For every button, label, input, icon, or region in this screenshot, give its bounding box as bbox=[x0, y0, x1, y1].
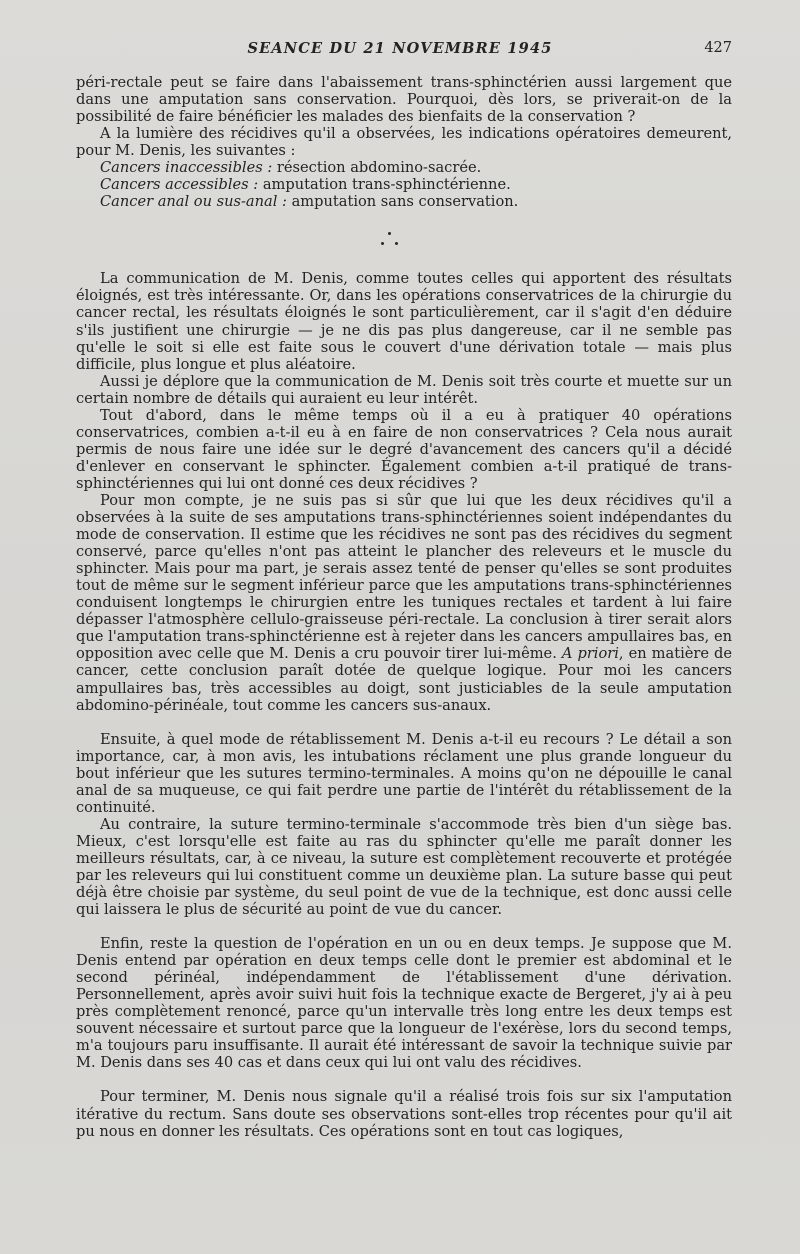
indication-value: résection abdomino-sacrée. bbox=[272, 159, 482, 177]
indication-item bbox=[76, 193, 732, 210]
text-run: Pour mon compte, je ne suis pas si sûr que lui que les deux récidives qu'il a observées à la suite de ses amputations trans-sphinctériennes soient indépendantes du mode de conservation. Il estime que les récidives ne sont pas des récidives du segment conservé, parce qu'elles n'ont pas atteint le plancher des releveurs et le muscle du sphincter. Mais pour ma part, je serais assez tenté de penser qu'elles se sont produites tout de même sur le segment inférieur parce que les amputations trans-sphinctériennes conduisent longtemps le chirurgien entre les tuniques rectales et tardent à lui faire dépasser l'atmosphère cellulo-graisseuse péri-rectale. La conclusion à tirer serait alors que l'amputation trans-sphinctérienne est à rejeter dans les cancers ampullaires bas, en opposition avec celle que M. Denis a cru pouvoir tirer lui-même. bbox=[76, 491, 732, 663]
paragraph: Aussi je déplore que la communication de M. Denis soit très courte et muette sur un certain nombre de détails qui auraient eu leur intérêt. bbox=[76, 372, 732, 407]
indication-value: amputation sans conservation. bbox=[286, 193, 519, 211]
indication-item bbox=[76, 176, 732, 193]
indication-value: amputation trans-sphinctérienne. bbox=[258, 176, 511, 194]
paragraph: Ensuite, à quel mode de rétablissement M. Denis a-t-il eu recours ? Le détail a son importance, car, à mon avis, les intubations réclament une plus grande longueur du bout inférieur que les sutures termino-terminales. A moins qu'on ne dépouille le canal anal de sa muqueuse, ce qui fait perdre une partie de l'intérêt du rétablissement de la continuité. bbox=[76, 730, 732, 816]
paragraph: Pour terminer, M. Denis nous signale qu'il a réalisé trois fois sur six l'amputation itérative du rectum. Sans doute ses observations sont-elles trop récentes pour qu'il ait pu nous en donner les résultats. Ces opérations sont en tout cas logiques, bbox=[76, 1088, 732, 1140]
paragraph: A la lumière des récidives qu'il a observées, les indications opératoires demeurent, pour M. Denis, les suivantes : bbox=[76, 125, 732, 160]
paragraph: Enfin, reste la question de l'opération en un ou en deux temps. Je suppose que M. Denis entend par opération en deux temps celle dont le premier est abdominal et le second périnéal, indépendamment de l'établissement d'une dérivation. Personnellement, après avoir suivi huit fois la technique exacte de Bergeret, j'y ai à peu près complètement renoncé, parce qu'un intervalle très long entre les deux temps est souvent nécessaire et surtout parce que la longueur de l'exérèse, lors du second temps, m'a toujours paru insuffisante. Il aurait été intéressant de savoir la technique suivie par M. Denis dans ses 40 cas et dans ceux qui lui ont valu des récidives. bbox=[76, 935, 732, 1072]
indication-item bbox=[76, 159, 732, 176]
running-head: SEANCE DU 21 NOVEMBRE 1945 bbox=[247, 40, 553, 57]
paragraph: Tout d'abord, dans le même temps où il a eu à pratiquer 40 opérations conservatrices, combien a-t-il eu à en faire de non conservatrices ? Cela nous aurait permis de nous faire une idée sur le degré d'avancement des cancers qu'il a décidé d'enlever en conservant le sphincter. Également combien a-t-il pratiqué de trans-sphinctériennes qui lui ont donné ces deux récidives ? bbox=[76, 406, 732, 492]
page-number: 427 bbox=[704, 40, 732, 56]
paragraph: La communication de M. Denis, comme toutes celles qui apportent des résultats éloignés, est très intéressante. Or, dans les opérations conservatrices de la chirurgie du cancer rectal, les résultats éloignés le sont particulièrement, car il s'agit d'en déduire s'ils justifient une chirurgie — je ne dis pas plus dangereuse, car il ne semble pas qu'elle le soit si elle est faite sous le couvert d'une dérivation totale — mais plus difficile, plus longue et plus aléatoire. bbox=[76, 270, 732, 373]
paragraph: péri-rectale peut se faire dans l'abaissement trans-sphinctérien aussi largement que dans une amputation sans conservation. Pourquoi, dès lors, se priverait-on de la possibilité de faire bénéficier les malades des bienfaits de la conservation ? bbox=[76, 74, 732, 126]
section-separator-asterism bbox=[76, 214, 732, 264]
page-header bbox=[0, 40, 800, 60]
indication-label: Cancers accessibles : bbox=[100, 176, 259, 194]
paragraph: Au contraire, la suture termino-terminale s'accommode très bien d'un siège bas. Mieux, c'est lorsqu'elle est faite au ras du sphincter qu'elle me paraît donner les meilleurs résultats, car, à ce niveau, la suture est complètement recouverte et protégée par les releveurs qui lui constituent comme un deuxième plan. La suture basse qui peut déjà être choisie par système, du seul point de vue de la technique, est donc aussi celle qui laissera le plus de sécurité au point de vue du cancer. bbox=[76, 815, 732, 919]
italic-phrase: A priori bbox=[561, 645, 619, 663]
text-run: , en matière de cancer, cette conclusion paraît dotée de quelque logique. Pour moi les cancers ampullaires bas, très accessibles au doigt, sont justiciables de la seule amputation abdomino-périnéale, tout comme les cancers sus-anaux. bbox=[76, 645, 733, 714]
indications-list bbox=[76, 159, 732, 210]
article-body bbox=[76, 74, 732, 1140]
indication-label: Cancer anal ou sus-anal : bbox=[100, 193, 287, 211]
indication-label: Cancers inaccessibles : bbox=[100, 159, 273, 177]
paragraph bbox=[76, 492, 732, 714]
